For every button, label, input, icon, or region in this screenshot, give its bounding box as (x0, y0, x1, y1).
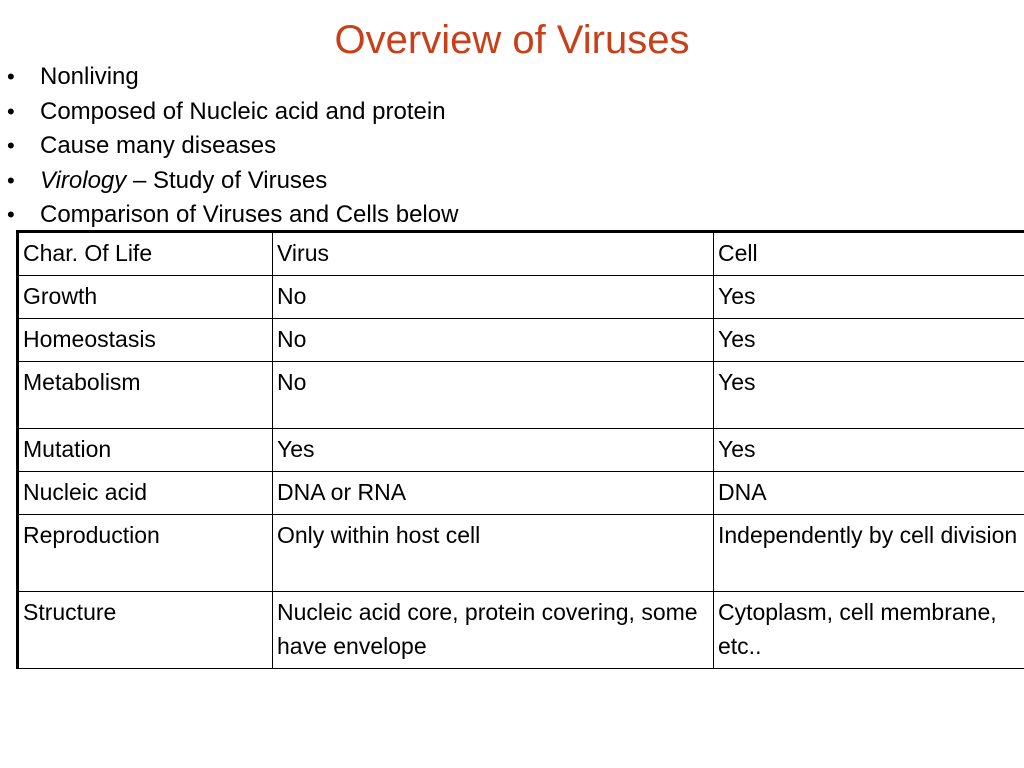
table-cell: Yes (714, 276, 1024, 319)
table-cell: Metabolism (18, 362, 273, 429)
table-cell: Structure (18, 592, 273, 669)
table-cell: Yes (714, 429, 1024, 472)
bullet-item: • Virology – Study of Viruses (0, 164, 458, 199)
table-header-cell: Char. Of Life (18, 232, 273, 276)
slide-title: Overview of Viruses (334, 18, 690, 62)
table-cell: DNA (714, 472, 1024, 515)
bullet-icon: • (7, 167, 15, 193)
table-row (18, 362, 1024, 429)
table-row (18, 472, 1024, 515)
table-cell: No (273, 276, 714, 319)
table-row (18, 515, 1024, 592)
table-row (18, 592, 1024, 669)
table-cell: No (273, 319, 714, 362)
table-cell: Yes (714, 319, 1024, 362)
table-row (18, 429, 1024, 472)
table-header-row (18, 232, 1024, 276)
bullet-item: • Nonliving (0, 60, 458, 95)
table-cell: Reproduction (18, 515, 273, 592)
table-row (18, 319, 1024, 362)
bullet-icon: • (7, 98, 15, 124)
table-cell: Nucleic acid core, protein covering, some have envelope (273, 592, 714, 669)
table-header-cell: Cell (714, 232, 1024, 276)
table-row (18, 276, 1024, 319)
bullet-icon: • (7, 202, 15, 227)
comparison-table (16, 230, 1024, 669)
table-cell: Nucleic acid (18, 472, 273, 515)
table-cell: Independently by cell division (714, 515, 1024, 592)
table-cell: No (273, 362, 714, 429)
table-cell: Cytoplasm, cell membrane, etc.. (714, 592, 1024, 669)
table-cell: Growth (18, 276, 273, 319)
table-cell: Homeostasis (18, 319, 273, 362)
table-cell: Yes (273, 429, 714, 472)
table-cell: Mutation (18, 429, 273, 472)
bullet-emphasis: Virology (40, 166, 127, 194)
bullet-icon: • (7, 133, 15, 158)
bullet-icon: • (7, 64, 15, 89)
bullet-list (0, 60, 458, 233)
bullet-item: • Composed of Nucleic acid and protein (0, 95, 458, 130)
bullet-item: • Cause many diseases (0, 129, 458, 164)
bullet-item: • Comparison of Viruses and Cells below (0, 198, 458, 233)
table-cell: Only within host cell (273, 515, 714, 592)
table-cell: Yes (714, 362, 1024, 429)
table-header-cell: Virus (273, 232, 714, 276)
table-cell: DNA or RNA (273, 472, 714, 515)
